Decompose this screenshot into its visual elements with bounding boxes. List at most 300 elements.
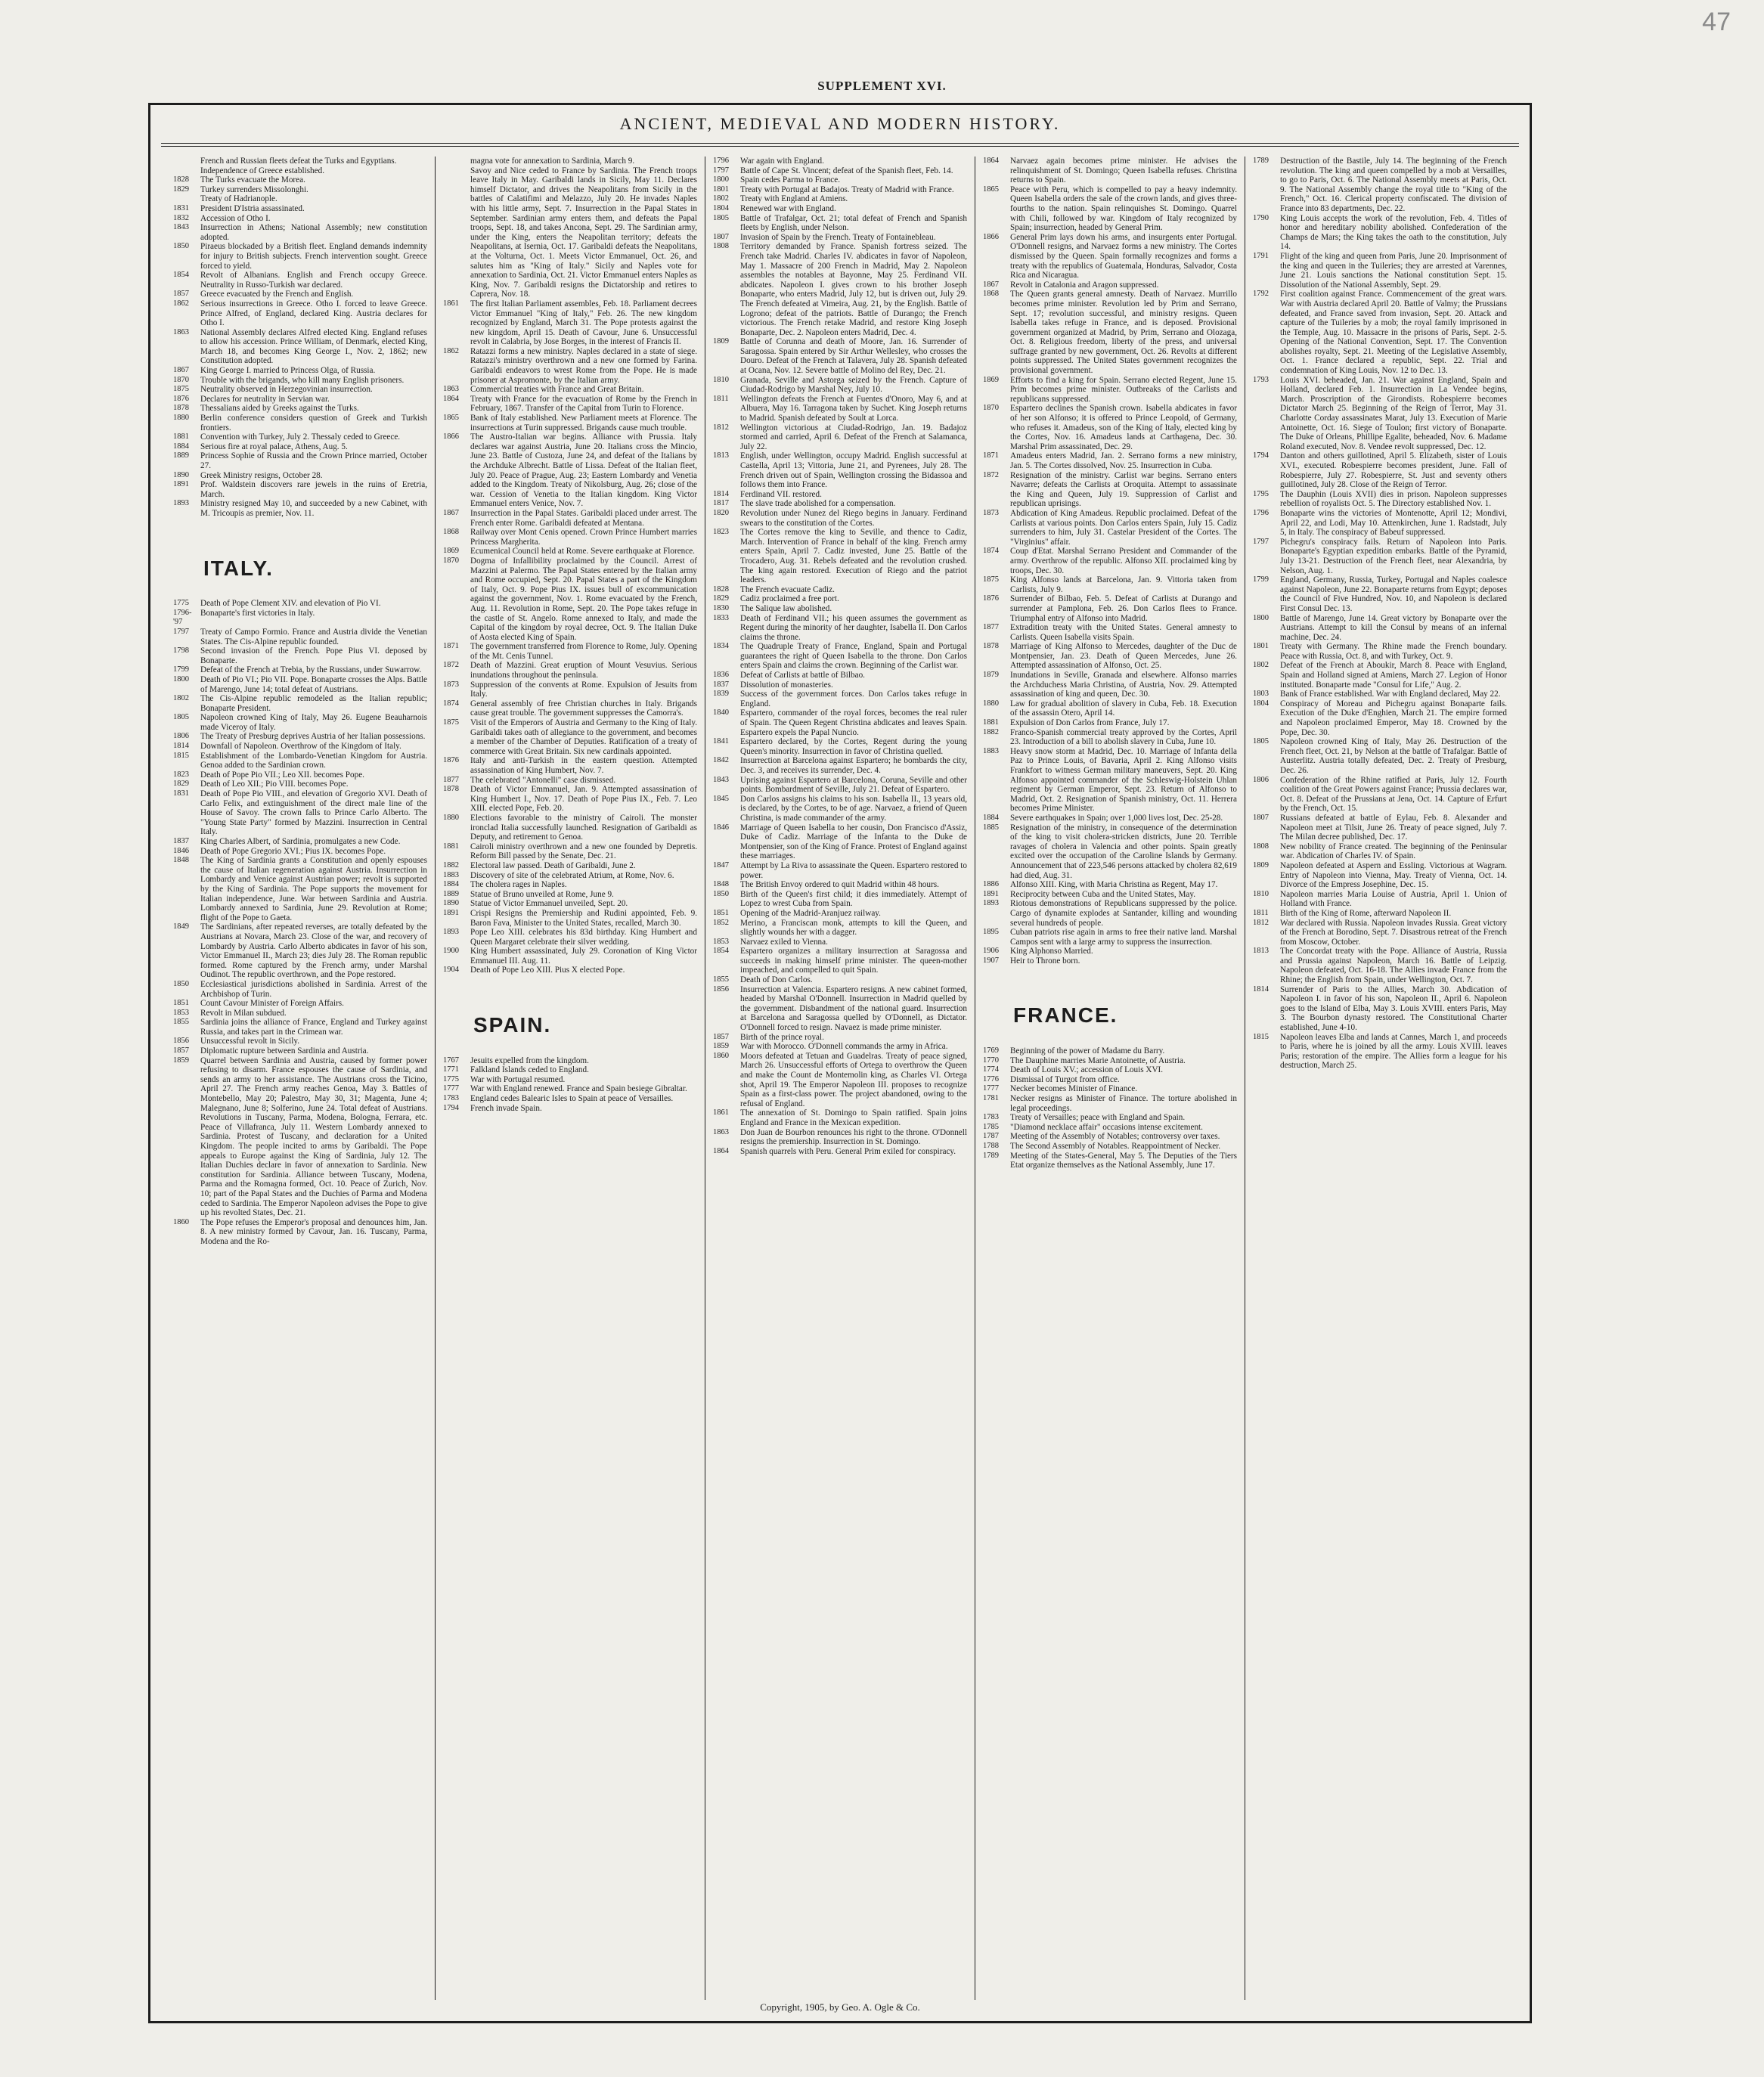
entry-text: The Salique law abolished. <box>740 603 832 613</box>
entry-year: 1806 <box>1253 775 1269 784</box>
entry-text: Inundations in Seville, Granada and elsewhere. Alfonso marries the Archduchess Maria Christina, of Austria, Nov. 29. Attempted assassination of king and queen, Dec. 30. <box>1010 671 1237 699</box>
history-entry <box>983 947 1237 956</box>
history-entry <box>173 847 427 857</box>
entry-year: 1805 <box>1253 737 1269 746</box>
entry-text: Independence of Greece established. <box>200 166 324 175</box>
history-entry <box>173 628 427 646</box>
history-entry <box>713 185 967 195</box>
entry-text: Insurrection in the Papal States. Garibaldi placed under arrest. The French enter Rome. Garibaldi defeated at Mentana. <box>470 508 697 528</box>
entry-year: 1820 <box>713 508 729 517</box>
history-entry <box>1253 985 1507 1033</box>
history-entry <box>713 423 967 452</box>
history-entry <box>713 175 967 185</box>
history-entry <box>443 1094 697 1104</box>
entry-year: 1875 <box>173 385 189 394</box>
history-entry <box>713 395 967 423</box>
entry-year: 1796-'97 <box>173 608 192 627</box>
entry-text: Russians defeated at battle of Eylau, Feb. 8. Alexander and Napoleon meet at Tilsit, June 26. Treaty of peace signed, July 7. The Milan decree published, Dec. 17. <box>1280 813 1507 842</box>
history-entry <box>713 823 967 861</box>
history-entry <box>173 328 427 366</box>
history-entry <box>443 1065 697 1075</box>
entry-text: The Dauphin (Louis XVII) dies in prison. Napoleon suppresses rebellion of royalists Oct. 5. The Directory established Nov. 1. <box>1280 489 1507 509</box>
history-entry <box>983 594 1237 623</box>
entry-text: Napoleon crowned King of Italy, May 26. Destruction of the French fleet, Oct. 21, by Nelson at the battle of Trafalgar. Battle of Austerlitz. Austria totally defeated, Dec. 2. Treaty of Presburg, Dec. 26. <box>1280 737 1507 775</box>
entry-text: Birth of the Queen's first child; it dies immediately. Attempt of Lopez to wrest Cuba from Spain. <box>740 889 967 909</box>
history-entry <box>173 856 427 922</box>
entry-text: Ecclesiastical jurisdictions abolished in Sardinia. Arrest of the Archbishop of Turin. <box>200 979 427 999</box>
history-entry <box>713 1108 967 1127</box>
entry-text: The Dauphine marries Marie Antoinette, of Austria. <box>1010 1056 1186 1065</box>
entry-year: 1869 <box>983 375 999 384</box>
entry-year <box>173 166 200 176</box>
history-entry <box>713 509 967 528</box>
entry-year: 1857 <box>173 290 189 299</box>
entry-year: 1834 <box>713 642 729 651</box>
entry-text: Napoleon leaves Elba and lands at Cannes, March 1, and proceeds to Paris, where he is joined by all the army. Louis XVIII. leaves Paris; restoration of the empire. The Allies form a league for his destruction, March 25. <box>1280 1032 1507 1071</box>
entry-year: 1907 <box>983 956 999 965</box>
entry-text: Ferdinand VII. restored. <box>740 489 822 499</box>
history-entry <box>173 675 427 694</box>
entry-year: 1874 <box>983 547 999 556</box>
entry-text: Riotous demonstrations of Republicans suppressed by the police. Cargo of dynamite explodes at Santander, killing and wounding several hundreds of people. <box>1010 899 1237 928</box>
entry-text: Unsuccessful revolt in Sicily. <box>200 1037 300 1046</box>
history-entry <box>173 1046 427 1056</box>
entry-year: 1891 <box>173 480 189 489</box>
entry-year: 1807 <box>1253 813 1269 822</box>
history-entry <box>173 999 427 1009</box>
entry-year: 1776 <box>983 1074 999 1083</box>
entry-year: 1873 <box>983 508 999 517</box>
history-entry <box>173 404 427 414</box>
entry-text: Neutrality observed in Herzegovinian insurrection. <box>200 385 373 395</box>
history-entry <box>443 861 697 871</box>
entry-text: Uprising against Espartero at Barcelona, Coruna, Seville and other points. Bombardment of Seville, July 21. Defeat of Espartero. <box>740 775 967 795</box>
entry-year: 1793 <box>1253 375 1269 384</box>
entry-year: 1804 <box>1253 699 1269 708</box>
entry-year: 1845 <box>713 794 729 803</box>
history-entry <box>713 490 967 500</box>
history-entry <box>983 928 1237 947</box>
history-entry <box>443 909 697 928</box>
entry-year: 1848 <box>173 856 189 865</box>
entry-year: 1800 <box>173 674 189 684</box>
entry-text: King Alfonso lands at Barcelona, Jan. 9. Vittoria taken from Carlists, July 9. <box>1010 575 1237 594</box>
entry-text: Narvaez again becomes prime minister. He advises the relinquishment of St. Domingo; Queen Isabella refuses. Christina returns to Spain. <box>1010 157 1237 185</box>
entry-year: 1861 <box>443 299 459 308</box>
page-frame <box>148 103 1532 2023</box>
entry-text: English, under Wellington, occupy Madrid. English successful at Castella, April 13; Vittoria, June 21, and Pyrenees, July 28. The French driven out of Spain, Wellington crossing the Bidassoa and follows them into France. <box>740 451 967 490</box>
entry-text: Extradition treaty with the United States. General amnesty to Carlists. Queen Isabella visits Spain. <box>1010 623 1237 642</box>
entry-text: Surrender of Bilbao, Feb. 5. Defeat of Carlists at Durango and surrender at Pamplona, Feb. 26. Don Carlos flees to France. Triumphal entry of Alfonso into Madrid. <box>1010 594 1237 623</box>
entry-text: First coalition against France. Commencement of the great wars. War with Austria declared April 20. Battle of Valmy; the Prussians defeated, and France saved from invasion, Sept. 20. Attack and capture of the Tuileries by a mob; the royal family imprisoned in the Temple, Aug. 10. Massacre in the prisons of Paris, Sept. 2-5. Opening of the National Convention, Sept. 17. The Convention abolishes royalty, Sept. 21. Meeting of the Legislative Assembly, Oct. 1. France declared a republic, Sept. 22. Trial and condemnation of King Louis, Nov. 12 to Dec. 13. <box>1280 290 1507 376</box>
entry-year: 1882 <box>443 860 459 870</box>
entry-year: 1906 <box>983 947 999 956</box>
entry-text: Insurrection at Valencia. Espartero resigns. A new cabinet formed, headed by Marshal O'Donnell. Insurrection in Madrid quelled by the government. Disbandment of the national guard. Insurrection at Barcelona and Saragossa quelled by O'Donnell, as Dictator. O'Donnell forced to resign. Navaez is made prime minister. <box>740 984 967 1033</box>
title-rule-double <box>161 146 1519 147</box>
history-entry <box>173 499 427 518</box>
entry-text: Trouble with the brigands, who kill many English prisoners. <box>200 375 405 385</box>
history-entry <box>713 1042 967 1052</box>
history-entry <box>173 175 427 185</box>
entry-year: 1802 <box>173 694 189 703</box>
history-entry <box>713 528 967 585</box>
entry-year: 1831 <box>173 789 189 798</box>
entry-year: 1846 <box>713 823 729 832</box>
entry-year: 1877 <box>983 623 999 632</box>
history-entry <box>1253 575 1507 613</box>
history-entry <box>983 747 1237 814</box>
entry-text: President D'Istria assassinated. <box>200 203 305 213</box>
entry-year: 1846 <box>173 846 189 855</box>
history-entry <box>983 890 1237 900</box>
entry-year: 1853 <box>713 937 729 946</box>
entry-text: Revolt in Catalonia and Aragon suppressed. <box>1010 280 1159 290</box>
entry-year: 1831 <box>173 203 189 212</box>
entry-year: 1840 <box>713 708 729 718</box>
entry-text: Turkey surrenders Missolonghi. <box>200 184 308 194</box>
history-entry <box>173 442 427 452</box>
entry-text: Insurrection at Barcelona against Espartero; he bombards the city, Dec. 3, and receives its surrender, Dec. 4. <box>740 756 967 775</box>
entry-text: Death of Victor Emmanuel, Jan. 9. Attempted assassination of King Humbert I., Nov. 17. Death of Pope Pius IX., Feb. 7. Leo XIII. elected Pope, Feb. 20. <box>470 785 697 814</box>
history-entry <box>173 770 427 780</box>
history-entry <box>1253 376 1507 452</box>
entry-text: The King of Sardinia grants a Constitution and openly espouses the cause of Italian regeneration against Austria. Insurrection in Lombardy and Venice against Austrian power; revolt is supported by the King of Sardinia. The Pope supports the movement for Italian independence, June. War between Sardinia and Austria. Lombardy annexed to Sardinia, June 29. Revolution at Rome; flight of the Pope to Gaeta. <box>200 856 427 922</box>
entry-year: 1851 <box>173 999 189 1008</box>
history-entry <box>173 780 427 789</box>
entry-year: 1868 <box>983 290 999 299</box>
entry-text: Prof. Waldstein discovers rare jewels in the ruins of Eretria, March. <box>200 480 427 499</box>
entry-year: 1876 <box>173 394 189 403</box>
entry-text: Birth of the prince royal. <box>740 1032 824 1042</box>
entry-year: 1814 <box>173 742 189 751</box>
entry-text: Beginning of the power of Madame du Barry. <box>1010 1046 1165 1056</box>
history-entry <box>713 861 967 880</box>
history-entry <box>983 1142 1237 1152</box>
entry-text: Death of Leo XII.; Pio VIII. becomes Pope. <box>200 780 349 789</box>
history-entry <box>173 694 427 713</box>
entry-text: Merino, a Franciscan monk, attempts to kill the Queen, and slightly wounds her with a dagger. <box>740 918 967 938</box>
entry-year: 1850 <box>713 889 729 898</box>
entry-text: Moors defeated at Tetuan and Guadelras. Treaty of peace signed, March 26. Unsuccessful efforts of Ortega to overthrow the Queen and make the Count de Montemolin king, as Charles VI. Ortega shot, April 19. The Emperor Napoleon III. proposes to recognize Spain as a first-class power. The project abandoned, owing to the refusal of England. <box>740 1051 967 1108</box>
history-entry <box>983 1084 1237 1094</box>
history-entry <box>983 290 1237 375</box>
entry-year: 1811 <box>1253 908 1269 917</box>
entry-text: Territory demanded by France. Spanish fortress seized. The French take Madrid. Charles IV. abdicates in favor of Napoleon, May 1. Massacre of 200 French in Madrid, May 2. Napoleon assembles the notables at Bayonne, May 25. Ferdinand VII. abdicates. Napoleon I. gives crown to his brother Joseph Bonaparte, who enters Madrid, July 12, but is driven out, July 29. The French defeated at Vimeira, Aug. 21, by the English. Battle of Logrono; defeat of the patriots. Battle of Durango; the French victorious. The French retake Madrid, and restore King Joseph Bonaparte, Dec. 2. Napoleon enters Madrid, Dec. 4. <box>740 242 967 337</box>
history-entry <box>443 899 697 909</box>
entry-text: War with Portugal resumed. <box>470 1074 566 1084</box>
entry-text: Defeat of the French at Aboukir, March 8. Peace with England, Spain and Holland signed at Amiens, March 27. Legion of Honor instituted. Bonaparte made "Consul for Life," Aug. 2. <box>1280 661 1507 690</box>
entry-year: 1785 <box>983 1122 999 1131</box>
entry-year: 1863 <box>173 327 189 336</box>
entry-text: Electoral law passed. Death of Garibaldi, June 2. <box>470 860 636 870</box>
entry-year: 1836 <box>713 671 729 680</box>
history-entry <box>443 1056 697 1066</box>
history-entry <box>713 880 967 890</box>
entry-year: 1801 <box>713 184 729 194</box>
entry-year: 1855 <box>173 1018 189 1027</box>
entry-text: Cadiz proclaimed a free port. <box>740 594 839 604</box>
entry-year: 1837 <box>713 680 729 689</box>
column-1 <box>166 157 436 2000</box>
entry-text: The British Envoy ordered to quit Madrid within 48 hours. <box>740 880 939 890</box>
entry-year: 1854 <box>173 271 189 280</box>
entry-text: Downfall of Napoleon. Overthrow of the Kingdom of Italy. <box>200 742 401 752</box>
history-entry <box>173 732 427 742</box>
history-entry <box>983 1065 1237 1075</box>
history-entry <box>173 1056 427 1218</box>
entry-text: Louis XVI. beheaded, Jan. 21. War against England, Spain and Holland, declared Feb. 1. Insurrection in La Vendee begins, March. Proscription of the Girondists. Robespierre becomes Dictator March 25. Beginning of the Reign of Terror, May 31. Charlotte Corday assassinates Marat, July 13. Execution of Marie Antoinette, Oct. 16. Siege of Toulon; first victory of Bonaparte. The Duke of Orleans, Phillipe Egalite, beheaded, Nov. 6. Madame Roland executed, Nov. 8. Vendee revolt suppressed, Dec. 12. <box>1280 375 1507 451</box>
entry-text: The government transferred from Florence to Rome, July. Opening of the Mt. Cenis Tunnel. <box>470 642 698 661</box>
history-entry <box>1253 214 1507 252</box>
entry-text: Don Carlos assigns his claims to his son. Isabella II., 13 years old, is declared, by the Cortes, to be of age. Narvaez, a friend of Queen Christina, is made commander of the army. <box>740 794 967 823</box>
history-entry <box>1253 861 1507 890</box>
entry-text: Piraeus blockaded by a British fleet. England demands indemnity for injury to British subjects. French intervention sought. Greece forced to yield. <box>200 242 427 271</box>
entry-text: Falkland Islands ceded to England. <box>470 1065 589 1075</box>
copyright-notice: Copyright, 1905, by Geo. A. Ogle & Co. <box>760 2001 920 2013</box>
history-entry <box>173 223 427 242</box>
entry-text: Revolution under Nunez del Riego begins in January. Ferdinand swears to the constitution of the Cortes. <box>740 508 967 528</box>
entry-text: Italy and anti-Turkish in the eastern question. Attempted assassination of King Humbert, Nov. 7. <box>470 756 697 775</box>
entry-year: 1880 <box>443 813 459 822</box>
entry-year: 1813 <box>1253 947 1269 956</box>
history-entry <box>1253 538 1507 575</box>
entry-year: 1770 <box>983 1056 999 1065</box>
entry-year: 1884 <box>173 442 189 451</box>
entry-text: Treaty with Portugal at Badajos. Treaty of Madrid with France. <box>740 184 954 194</box>
entry-year: 1851 <box>713 908 729 917</box>
entry-year: 1833 <box>713 613 729 622</box>
entry-text: Spanish quarrels with Peru. General Prim exiled for conspiracy. <box>740 1146 956 1156</box>
entry-year: 1878 <box>443 785 459 794</box>
history-entry <box>713 708 967 737</box>
history-entry <box>443 776 697 786</box>
entry-year: 1884 <box>443 880 459 889</box>
history-entry <box>713 671 967 680</box>
history-entry <box>173 290 427 299</box>
entry-text: General Prim lays down his arms, and insurgents enter Portugal. O'Donnell resigns, and Narvaez forms a new ministry. The Cortes dismissed by the Queen. Spain formally recognizes and forms a treaty with the republics of Guatemala, Honduras, Salvador, Costa Rica and Nicaragua. <box>1010 232 1237 281</box>
history-entry <box>173 752 427 770</box>
entry-text: Napoleon defeated at Aspern and Essling. Victorious at Wagram. Entry of Napoleon into Vienna, May. Treaty of Vienna, Oct. 14. Divorce of the Empress Josephine, Dec. 15. <box>1280 860 1507 890</box>
history-entry <box>713 337 967 375</box>
columns <box>166 157 1514 2000</box>
entry-year: 1804 <box>713 203 729 212</box>
history-entry <box>713 376 967 395</box>
entry-text: Bank of Italy established. New Parliament meets at Florence. The insurrections at Turin suppressed. Brigands cause much trouble. <box>470 414 697 432</box>
entry-year: 1829 <box>173 184 189 194</box>
entry-text: Law for gradual abolition of slavery in Cuba, Feb. 18. Execution of the assassin Otero, April 14. <box>1010 699 1237 718</box>
entry-text: Crispi Resigns the Premiership and Rudini appointed, Feb. 9. Baron Fava, Minister to the United States, recalled, March 30. <box>470 908 697 928</box>
entry-year: 1893 <box>983 899 999 908</box>
entry-year: 1886 <box>983 880 999 889</box>
history-entry <box>443 680 697 699</box>
entry-text: Serious fire at royal palace, Athens, Aug. 5. <box>200 442 348 451</box>
entry-text: King George I. married to Princess Olga, of Russia. <box>200 366 376 376</box>
entry-text: Jesuits expelled from the kingdom. <box>470 1056 589 1065</box>
entry-year: 1848 <box>713 880 729 889</box>
title-rule <box>161 143 1519 144</box>
entry-text: Flight of the king and queen from Paris, June 20. Imprisonment of the king and queen in the Tuileries; they are arrested at Varennes, June 21. Louis sanctions the National constitution Sept. 15. Dissolution of the National Assembly, Sept. 29. <box>1280 251 1507 290</box>
history-entry <box>443 699 697 718</box>
history-entry <box>983 471 1237 509</box>
history-entry <box>713 680 967 690</box>
entry-text: Battle of Marengo, June 14. Great victory by Bonaparte over the Austrians. Attempt to kill the Consul by means of an infernal machine, Dec. 24. <box>1280 613 1507 642</box>
history-entry <box>173 194 427 204</box>
entry-text: Death of Pope Gregorio XVI.; Pius IX. becomes Pope. <box>200 846 386 856</box>
entry-text: Granada, Seville and Astorga seized by the French. Capture of Ciudad-Rodrigo by Marshal Ney, July 10. <box>740 375 967 395</box>
entry-text: Second invasion of the French. Pope Pius VI. deposed by Bonaparte. <box>200 646 427 665</box>
history-entry <box>713 938 967 947</box>
entry-text: Treaty with England at Amiens. <box>740 194 848 204</box>
entry-text: Pope Leo XIII. celebrates his 83d birthday. King Humbert and Queen Margaret celebrate their silver wedding. <box>470 928 697 947</box>
history-entry <box>1253 451 1507 489</box>
entry-text: Greece evacuated by the French and English. <box>200 290 354 299</box>
entry-text: Efforts to find a king for Spain. Serrano elected Regent, June 15. Prim becomes prime minister. Outbreaks of the Carlists and republicans suppressed. <box>1010 375 1237 404</box>
history-entry <box>713 194 967 204</box>
entry-year: 1856 <box>713 984 729 994</box>
entry-year: 1860 <box>173 1217 189 1226</box>
history-entry <box>173 1009 427 1018</box>
entry-text: Berlin conference considers question of Greek and Turkish frontiers. <box>200 414 427 432</box>
history-entry <box>713 166 967 176</box>
history-entry <box>983 233 1237 281</box>
history-entry <box>983 1152 1237 1170</box>
entry-year: 1806 <box>173 732 189 741</box>
history-entry <box>983 1113 1237 1123</box>
history-entry <box>713 1128 967 1147</box>
entry-text: King Alphonso Married. <box>1010 947 1093 956</box>
history-entry <box>443 785 697 814</box>
entry-year: 1814 <box>1253 984 1269 994</box>
entry-year: 1900 <box>443 947 459 956</box>
entry-text: Commercial treaties with France and Great Britain. <box>470 385 644 395</box>
history-entry <box>1253 157 1507 214</box>
entry-year: 1867 <box>173 366 189 375</box>
entry-text: Death of Mazzini. Great eruption of Mount Vesuvius. Serious inundations throughout the peninsula. <box>470 661 697 680</box>
history-entry <box>173 271 427 290</box>
history-entry <box>713 594 967 604</box>
entry-year: 1805 <box>173 713 189 722</box>
entry-text: Bank of France established. War with England declared, May 22. <box>1280 690 1501 699</box>
history-entry <box>443 166 697 299</box>
entry-text: The Concordat treaty with the Pope. Alliance of Austria, Russia and Prussia against Napoleon, March 16. Battle of Leipzig. Napoleon defeated, Oct. 16-18. The Allies invade France from the Rhine; the English from Spain, under Wellington, Oct. 7. <box>1280 947 1507 985</box>
history-entry <box>1253 909 1507 919</box>
entry-year: 1815 <box>173 751 189 760</box>
entry-year: 1775 <box>173 599 189 608</box>
entry-year: 1866 <box>983 232 999 241</box>
entry-year: 1875 <box>443 718 459 727</box>
history-entry <box>713 737 967 756</box>
entry-text: The Queen grants general amnesty. Death of Narvaez. Murrillo becomes prime minister. Revolution led by Prim and Serrano, Sept. 17; revolution successful, and ministry resigns. Queen Isabella takes refuge in France, and is deposed. Provisional government organized at Madrid, by Prim, Serrano and Olozaga, Oct. 8. Religious freedom, liberty of the press, and universal suffrage granted by new government, Oct. 26. Revolts at different points suppressed. The United States government recognizes the provisional government. <box>1010 290 1237 376</box>
entry-text: Death of Pope Clement XIV. and elevation of Pio VI. <box>200 599 381 609</box>
entry-text: Resignation of the ministry. Carlist war begins. Serrano enters Navarre; defeats the Carlists at Oroquita. Attempt to assassinate the King and Queen, July 19. Suppression of Carlist and republican uprisings. <box>1010 470 1237 509</box>
entry-year <box>443 157 470 166</box>
entry-year: 1874 <box>443 699 459 708</box>
history-entry <box>1253 614 1507 643</box>
entry-text: Greek Ministry resigns, October 28. <box>200 470 323 480</box>
entry-text: The Cis-Alpine republic remodeled as the Italian republic; Bonaparte President. <box>200 694 427 713</box>
history-entry <box>443 871 697 881</box>
history-entry <box>173 1037 427 1046</box>
entry-year: 1843 <box>713 775 729 784</box>
history-entry <box>983 623 1237 642</box>
entry-year: 1869 <box>443 547 459 556</box>
entry-text: England cedes Balearic Isles to Spain at peace of Versailles. <box>470 1094 674 1104</box>
history-entry <box>173 242 427 271</box>
entry-text: The Austro-Italian war begins. Alliance with Prussia. Italy declares war against Austria, June 20. Italians cross the Mincio, June 23. Battle of Custoza, June 24, and defeat of the Italians by the Archduke Albrecht. Battle of Lissa. Defeat of the Italian fleet, July 20. Peace of Prague, Aug. 23; Eastern Lombardy and Venetia added to the Kingdom. Treaty of Nikolsburg, Aug. 26; close of the war. Cession of Venetia to the Italian kingdom. King Victor Emmanuel enters Venice, Nov. 7. <box>470 432 697 509</box>
history-entry <box>173 166 427 176</box>
history-entry <box>713 1033 967 1043</box>
entry-year: 1890 <box>443 899 459 908</box>
history-entry <box>713 776 967 795</box>
entry-text: Death of Pope Leo XIII. Pius X elected Pope. <box>470 966 625 975</box>
history-entry <box>1253 699 1507 737</box>
entry-text: General assembly of free Christian churches in Italy. Brigands cause great trouble. The government suppresses the Camorra's. <box>470 699 697 718</box>
entry-text: Quarrel between Sardinia and Austria, caused by former power refusing to disarm. France espouses the cause of Sardinia, and sends an army to her assistance. The Austrians cross the Ticino, April 27. The French army reaches Genoa, May 3. Battles of Montebello, May 20; Palestro, May 30, 31; Magenta, June 4; Malegnano, June 8; Solferino, June 24. Total defeat of Austrians. Revolutions in Tuscany, Parma, Modena, Bologna, Ferrara, etc. Peace of Villafranca, July 11. Western Lombardy annexed to Sardinia. Protest of Tuscany, and declaration for a United Kingdom. The people incited to arms by Garibaldi. The Pope appeals to Europe against the King of Sardinia, July 12. The Italian Duchies declare in favor of annexation to Sardinia. New constitution for Sardinia. Alliance between Tuscany, Modena, Parma and the Romagna formed, Oct. 10. Peace of Zurich, Nov. 10; part of the Papal States and the Duchies of Parma and Modena ceded to Sardinia. The Emperor Napoleon advises the Pope to give up his revolted States, Dec. 21. <box>200 1056 427 1218</box>
history-entry <box>713 690 967 708</box>
entry-text: Battle of Cape St. Vincent; defeat of the Spanish fleet, Feb. 14. <box>740 166 953 175</box>
history-entry <box>713 890 967 909</box>
history-entry <box>443 299 697 347</box>
history-entry <box>443 395 697 414</box>
history-entry <box>443 642 697 661</box>
entry-year: 1812 <box>1253 918 1269 927</box>
entry-text: Spain cedes Parma to France. <box>740 175 841 185</box>
entry-year: 1830 <box>713 603 729 612</box>
history-entry <box>983 814 1237 823</box>
history-entry <box>1253 661 1507 690</box>
history-entry <box>713 909 967 919</box>
entry-text: Destruction of the Bastile, July 14. The beginning of the French revolution. The king and queen compelled by a mob at Versailles, to go to Paris, Oct. 6. The National Assembly meets at Paris, Oct. 9. The National Assembly change the royal title to "King of the French," Oct. 16. Clerical property confiscated. The division of France into 83 departments, Dec. 22. <box>1280 157 1507 213</box>
entry-year: 1864 <box>983 157 999 165</box>
entry-year: 1788 <box>983 1142 999 1150</box>
history-entry <box>983 880 1237 890</box>
entry-year: 1777 <box>443 1084 459 1093</box>
history-entry <box>173 980 427 999</box>
history-entry <box>443 556 697 642</box>
entry-text: Cuban patriots rise again in arms to free their native land. Marshal Campos sent with a large army to suppress the insurrection. <box>1010 928 1237 947</box>
entry-year: 1872 <box>443 661 459 670</box>
entry-text: Severe earthquakes in Spain; over 1,000 lives lost, Dec. 25-28. <box>1010 813 1223 823</box>
history-entry <box>713 157 967 166</box>
entry-year: 1890 <box>173 470 189 479</box>
entry-year: 1796 <box>713 157 729 165</box>
entry-year: 1884 <box>983 813 999 822</box>
entry-year: 1883 <box>983 746 999 755</box>
entry-text: War again with England. <box>740 157 824 166</box>
history-entry <box>443 718 697 756</box>
entry-year: 1870 <box>443 556 459 565</box>
history-entry <box>983 509 1237 547</box>
entry-text: Death of Pope Pio VII.; Leo XII. becomes Pope. <box>200 770 364 780</box>
history-entry <box>713 604 967 614</box>
history-entry <box>173 1018 427 1037</box>
entry-text: Death of Don Carlos. <box>740 975 813 985</box>
history-entry <box>713 756 967 775</box>
entry-text: Princess Sophie of Russia and the Crown Prince married, October 27. <box>200 451 427 470</box>
history-entry <box>983 1094 1237 1113</box>
entry-text: Sardinia joins the alliance of France, England and Turkey against Russia, and takes part in the Crimean war. <box>200 1018 427 1037</box>
entry-text: Espartero organizes a military insurrection at Saragossa and succeeds in making himself prime minister. The queen-mother impeached, and compelled to quit Spain. <box>740 947 967 975</box>
entry-year: 1808 <box>713 242 729 251</box>
entry-text: Conspiracy of Moreau and Pichegru against Bonaparte fails. Execution of the Duke d'Enghien, March 21. The empire formed and Napoleon proclaimed Emperor, May 18. Crowned by the Pope, Dec. 30. <box>1280 699 1507 737</box>
entry-year: 1872 <box>983 470 999 479</box>
entry-text: The cholera rages in Naples. <box>470 880 567 890</box>
entry-year: 1852 <box>713 918 729 927</box>
entry-text: "Diamond necklace affair" occasions intense excitement. <box>1010 1122 1203 1132</box>
entry-year: 1870 <box>983 404 999 413</box>
entry-year: 1837 <box>173 837 189 845</box>
entry-year: 1842 <box>713 756 729 765</box>
